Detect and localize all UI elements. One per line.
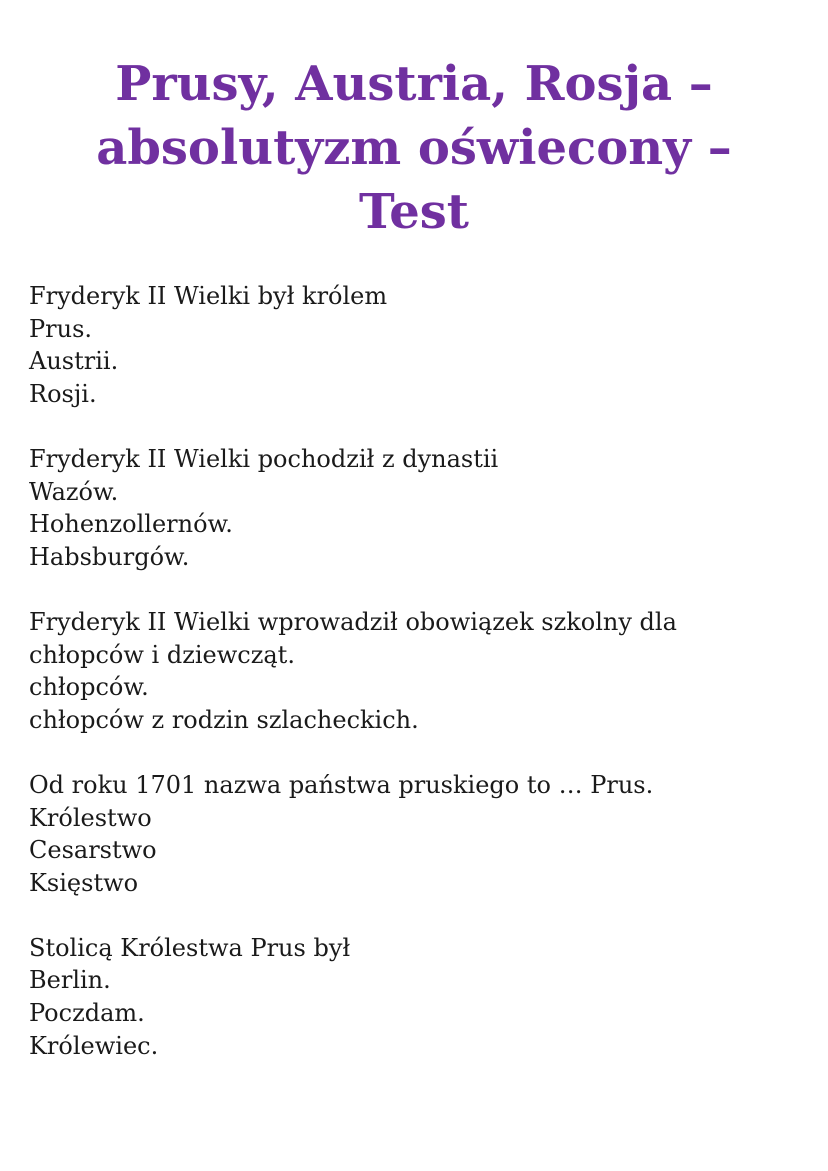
question-1-option-b: Austrii. [29,347,119,376]
question-2-prompt: Fryderyk II Wielki pochodził z dynastii [29,444,499,473]
quiz-questions [29,280,809,1095]
question-3-option-b: chłopców. [29,673,149,702]
question-3 [29,606,809,736]
question-4 [29,769,809,899]
question-1-prompt: Fryderyk II Wielki był królem [29,282,388,310]
question-4-option-a: Królestwo [29,803,152,832]
question-3-option-c: chłopców z rodzin szlacheckich. [29,705,419,734]
question-3-prompt: Fryderyk II Wielki wprowadził obowiązek szkolny dla [29,607,677,636]
title-line-2: absolutyzm oświecony – [96,120,732,176]
question-1-option-c: Rosji. [29,379,97,408]
question-2-option-a: Wazów. [29,477,119,506]
question-2-option-b: Hohenzollernów. [29,510,233,539]
question-5-option-b: Poczdam. [29,999,145,1028]
question-4-option-b: Cesarstwo [29,836,157,865]
question-3-option-a: chłopców i dziewcząt. [29,640,295,669]
question-5-option-c: Królewiec. [29,1031,159,1060]
title-line-1: Prusy, Austria, Rosja – [115,56,713,112]
question-4-option-c: Księstwo [29,868,139,897]
question-5 [29,932,809,1062]
page-title [30,52,798,244]
question-4-prompt: Od roku 1701 nazwa państwa pruskiego to … Prus. [29,770,654,799]
question-5-prompt: Stolicą Królestwa Prus był [29,933,351,962]
question-2-option-c: Habsburgów. [29,542,190,571]
question-1 [29,280,809,410]
question-5-option-a: Berlin. [29,966,111,995]
title-line-3: Test [359,184,469,240]
question-1-option-a: Prus. [29,314,93,343]
question-2 [29,443,809,573]
